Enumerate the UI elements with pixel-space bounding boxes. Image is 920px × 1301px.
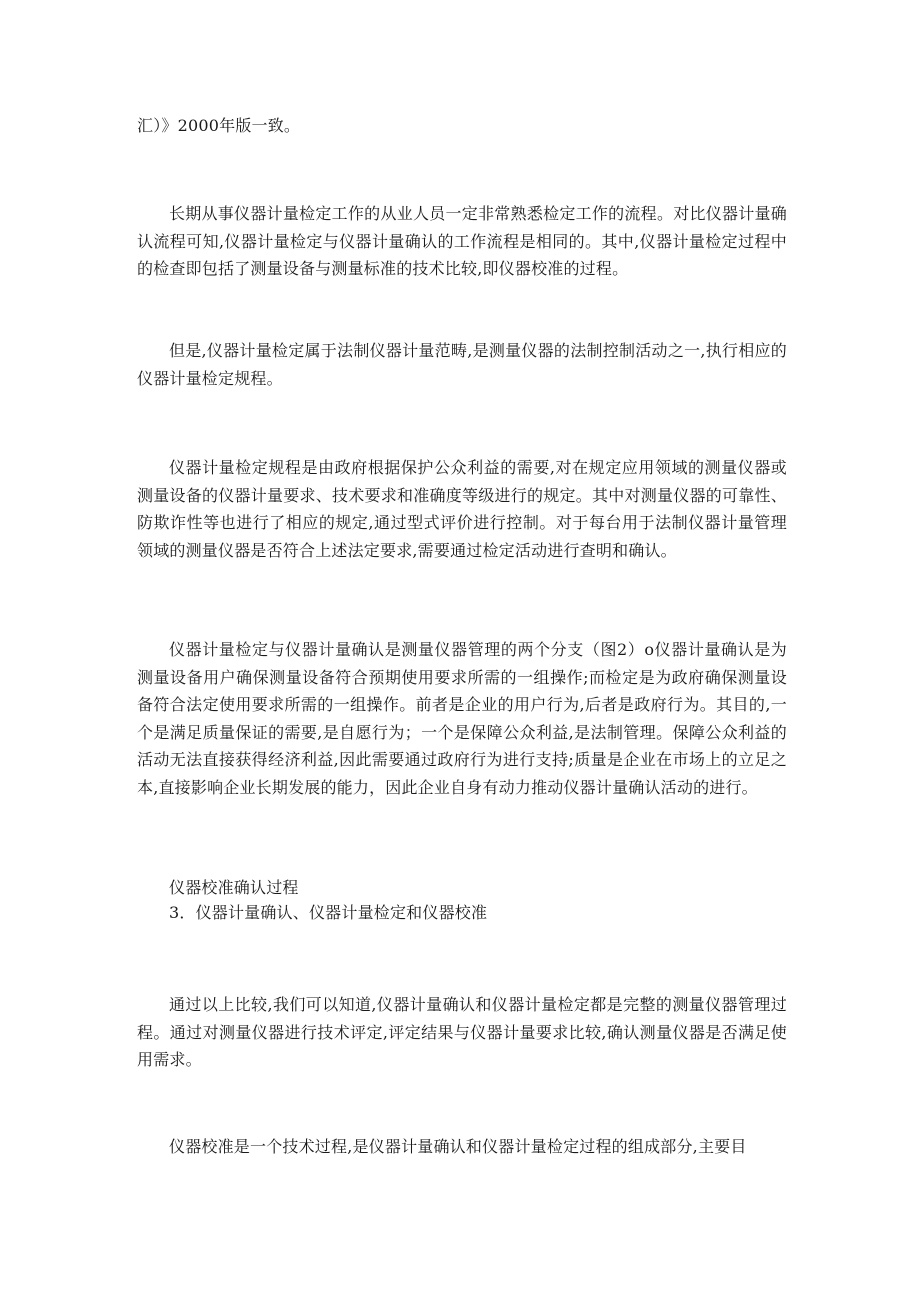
paragraph-calibration-process: 仪器校准是一个技术过程,是仪器计量确认和仪器计量检定过程的组成部分,主要目 [169, 1137, 747, 1156]
fragment-line: 汇）》2000年版一致。 [137, 116, 301, 135]
paragraph-two-branches: 仪器计量检定与仪器计量确认是测量仪器管理的两个分支（图2）o仪器计量确认是为测量设备用户确保测量设备符合预期使用要求所需的一组操作;而检定是为政府确保测量设备符合法定使用要求所需的一组操作。前者是企业的用户行为,后者是政府行为。其目的,一个是满足质量保证的需要,是自愿行为；一个是保障公众利益,是法制管理。保障公众利益的活动无法直接获得经济利益,因此需要通过政府行为进行支持;质量是企业在市场上的立足之本,直接影响企业长期发展的能力，因此企业自身有动力推动仪器计量确认活动的进行。 [137, 640, 787, 797]
figure-caption: 仪器校准确认过程 [169, 878, 299, 897]
paragraph-verification-regulation: 仪器计量检定规程是由政府根据保护公众利益的需要,对在规定应用领域的测量仪器或测量设备的仪器计量要求、技术要求和准确度等级进行的规定。其中对测量仪器的可靠性、防欺诈性等也进行了相应的规定,通过型式评价进行控制。对于每台用于法制仪器计量管理领域的测量仪器是否符合上述法定要求,需要通过检定活动进行查明和确认。 [137, 458, 787, 560]
paragraph-comparison-conclusion: 通过以上比较,我们可以知道,仪器计量确认和仪器计量检定都是完整的测量仪器管理过程。通过对测量仪器进行技术评定,评定结果与仪器计量要求比较,确认测量仪器是否满足使用需求。 [137, 995, 787, 1069]
section-heading: 3．仪器计量确认、仪器计量检定和仪器校准 [169, 903, 488, 922]
paragraph-legal-metrology: 但是,仪器计量检定属于法制仪器计量范畴,是测量仪器的法制控制活动之一,执行相应的仪器计量检定规程。 [137, 341, 787, 388]
paragraph-verification-workflow: 长期从事仪器计量检定工作的从业人员一定非常熟悉检定工作的流程。对比仪器计量确认流程可知,仪器计量检定与仪器计量确认的工作流程是相同的。其中,仪器计量检定过程中的检查即包括了测量设备与测量标准的技术比较,即仪器校准的过程。 [137, 204, 787, 278]
